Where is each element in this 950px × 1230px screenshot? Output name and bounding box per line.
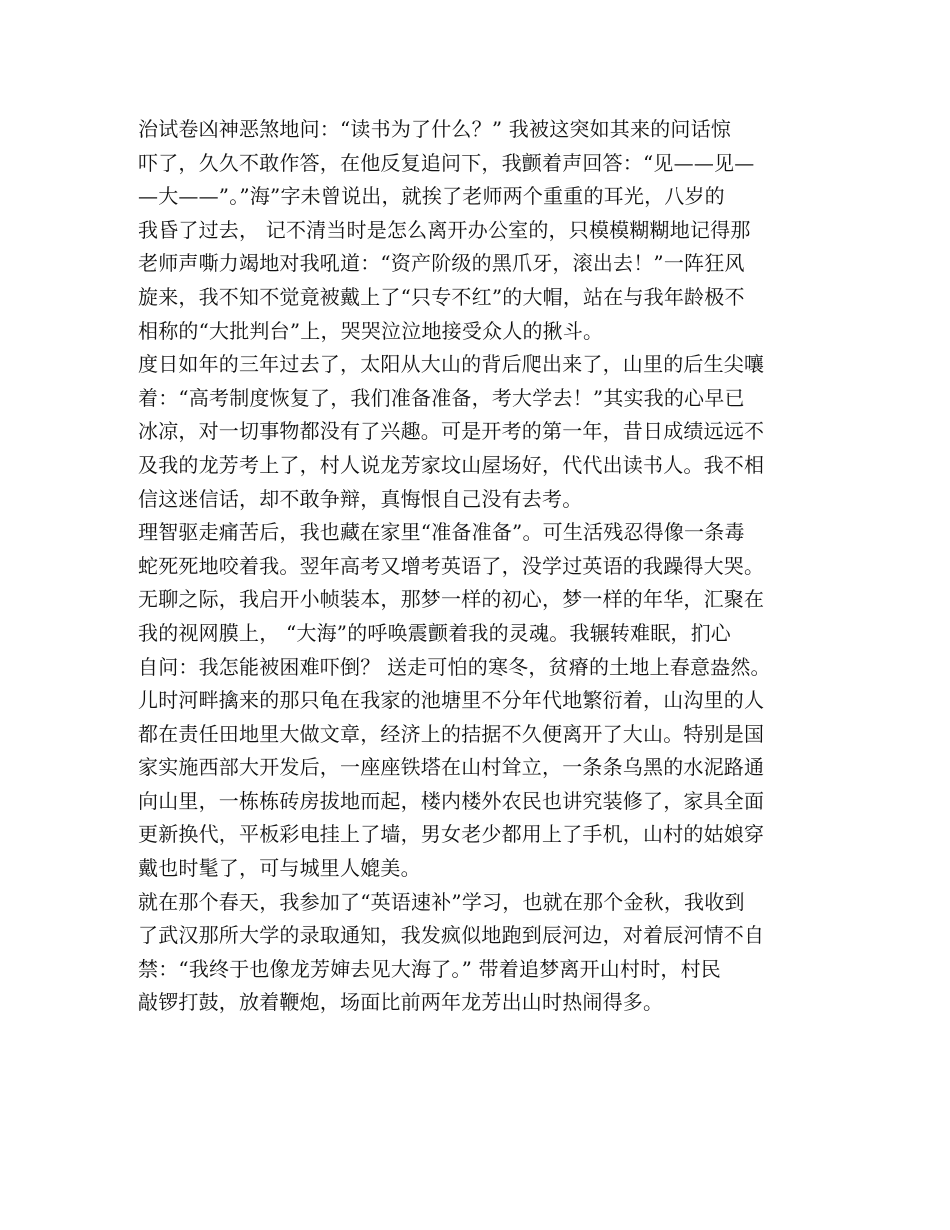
text-line: 自问：我怎能被困难吓倒？ 送走可怕的寒冬，贫瘠的土地上春意盎然。	[138, 654, 771, 679]
text-line: 我昏了过去， 记不清当时是怎么离开办公室的，只模模糊糊地记得那	[138, 217, 751, 242]
text-line: 了武汉那所大学的录取通知，我发疯似地跑到辰河边，对着辰河情不自	[138, 923, 765, 948]
text-line: 相称的“大批判台”上，哭哭泣泣地接受众人的揪斗。	[138, 318, 604, 343]
text-line: 着：“高考制度恢复了，我们准备准备，考大学去！”其实我的心早已	[138, 385, 745, 410]
text-line: 治试卷凶神恶煞地问：“读书为了什么？” 我被这突如其来的问话惊	[138, 117, 732, 141]
text-line: 敲锣打鼓，放着鞭炮，场面比前两年龙芳出山时热闹得多。	[138, 990, 664, 1015]
text-line: 蛇死死地咬着我。翌年高考又增考英语了，没学过英语的我躁得大哭。	[138, 553, 765, 578]
text-line: 度日如年的三年过去了，太阳从大山的背后爬出来了，山里的后生尖嚷	[138, 352, 765, 377]
text-line: 更新换代，平板彩电挂上了墙，男女老少都用上了手机，山村的姑娘穿	[138, 822, 765, 847]
text-line: 我的视网膜上， “大海”的呼唤震颤着我的灵魂。我辗转难眠，扪心	[138, 620, 732, 645]
text-line: 戴也时髦了，可与城里人媲美。	[138, 856, 421, 881]
text-line: 信这迷信话，却不敢争辩，真悔恨自己没有去考。	[138, 486, 583, 511]
text-line: 老师声嘶力竭地对我吼道：“资产阶级的黑爪牙，滚出去！”一阵狂风	[138, 251, 745, 276]
text-line: 禁：“我终于也像龙芳婶去见大海了。” 带着追梦离开山村时，村民	[138, 956, 722, 981]
text-line: 吓了，久久不敢作答，在他反复追问下，我颤着声回答：“见——见—	[138, 150, 755, 175]
text-line: 向山里，一栋栋砖房拔地而起，楼内楼外农民也讲究装修了，家具全面	[138, 788, 765, 813]
text-line: 家实施西部大开发后，一座座铁塔在山村耸立，一条条乌黑的水泥路通	[138, 755, 765, 780]
text-line: 无聊之际，我启开小帧装本，那梦一样的初心，梦一样的年华，汇聚在	[138, 587, 765, 612]
text-line: —大——”。”海”字未曾说出，就挨了老师两个重重的耳光，八岁的	[138, 184, 725, 209]
text-line: 就在那个春天，我参加了“英语速补”学习，也就在那个金秋，我收到	[138, 889, 745, 914]
text-line: 儿时河畔擒来的那只龟在我家的池塘里不分年代地繁衍着，山沟里的人	[138, 688, 765, 713]
text-line: 都在责任田地里大做文章，经济上的拮据不久便离开了大山。特别是国	[138, 721, 765, 746]
text-line: 理智驱走痛苦后，我也藏在家里“准备准备”。可生活残忍得像一条毒	[138, 520, 745, 545]
text-line: 冰凉，对一切事物都没有了兴趣。可是开考的第一年，昔日成绩远远不	[138, 419, 765, 444]
document-page	[138, 113, 828, 1020]
text-line: 旋来，我不知不觉竟被戴上了“只专不红”的大帽，站在与我年龄极不	[138, 284, 745, 309]
text-line: 及我的龙芳考上了，村人说龙芳家坟山屋场好，代代出读书人。我不相	[138, 452, 765, 477]
